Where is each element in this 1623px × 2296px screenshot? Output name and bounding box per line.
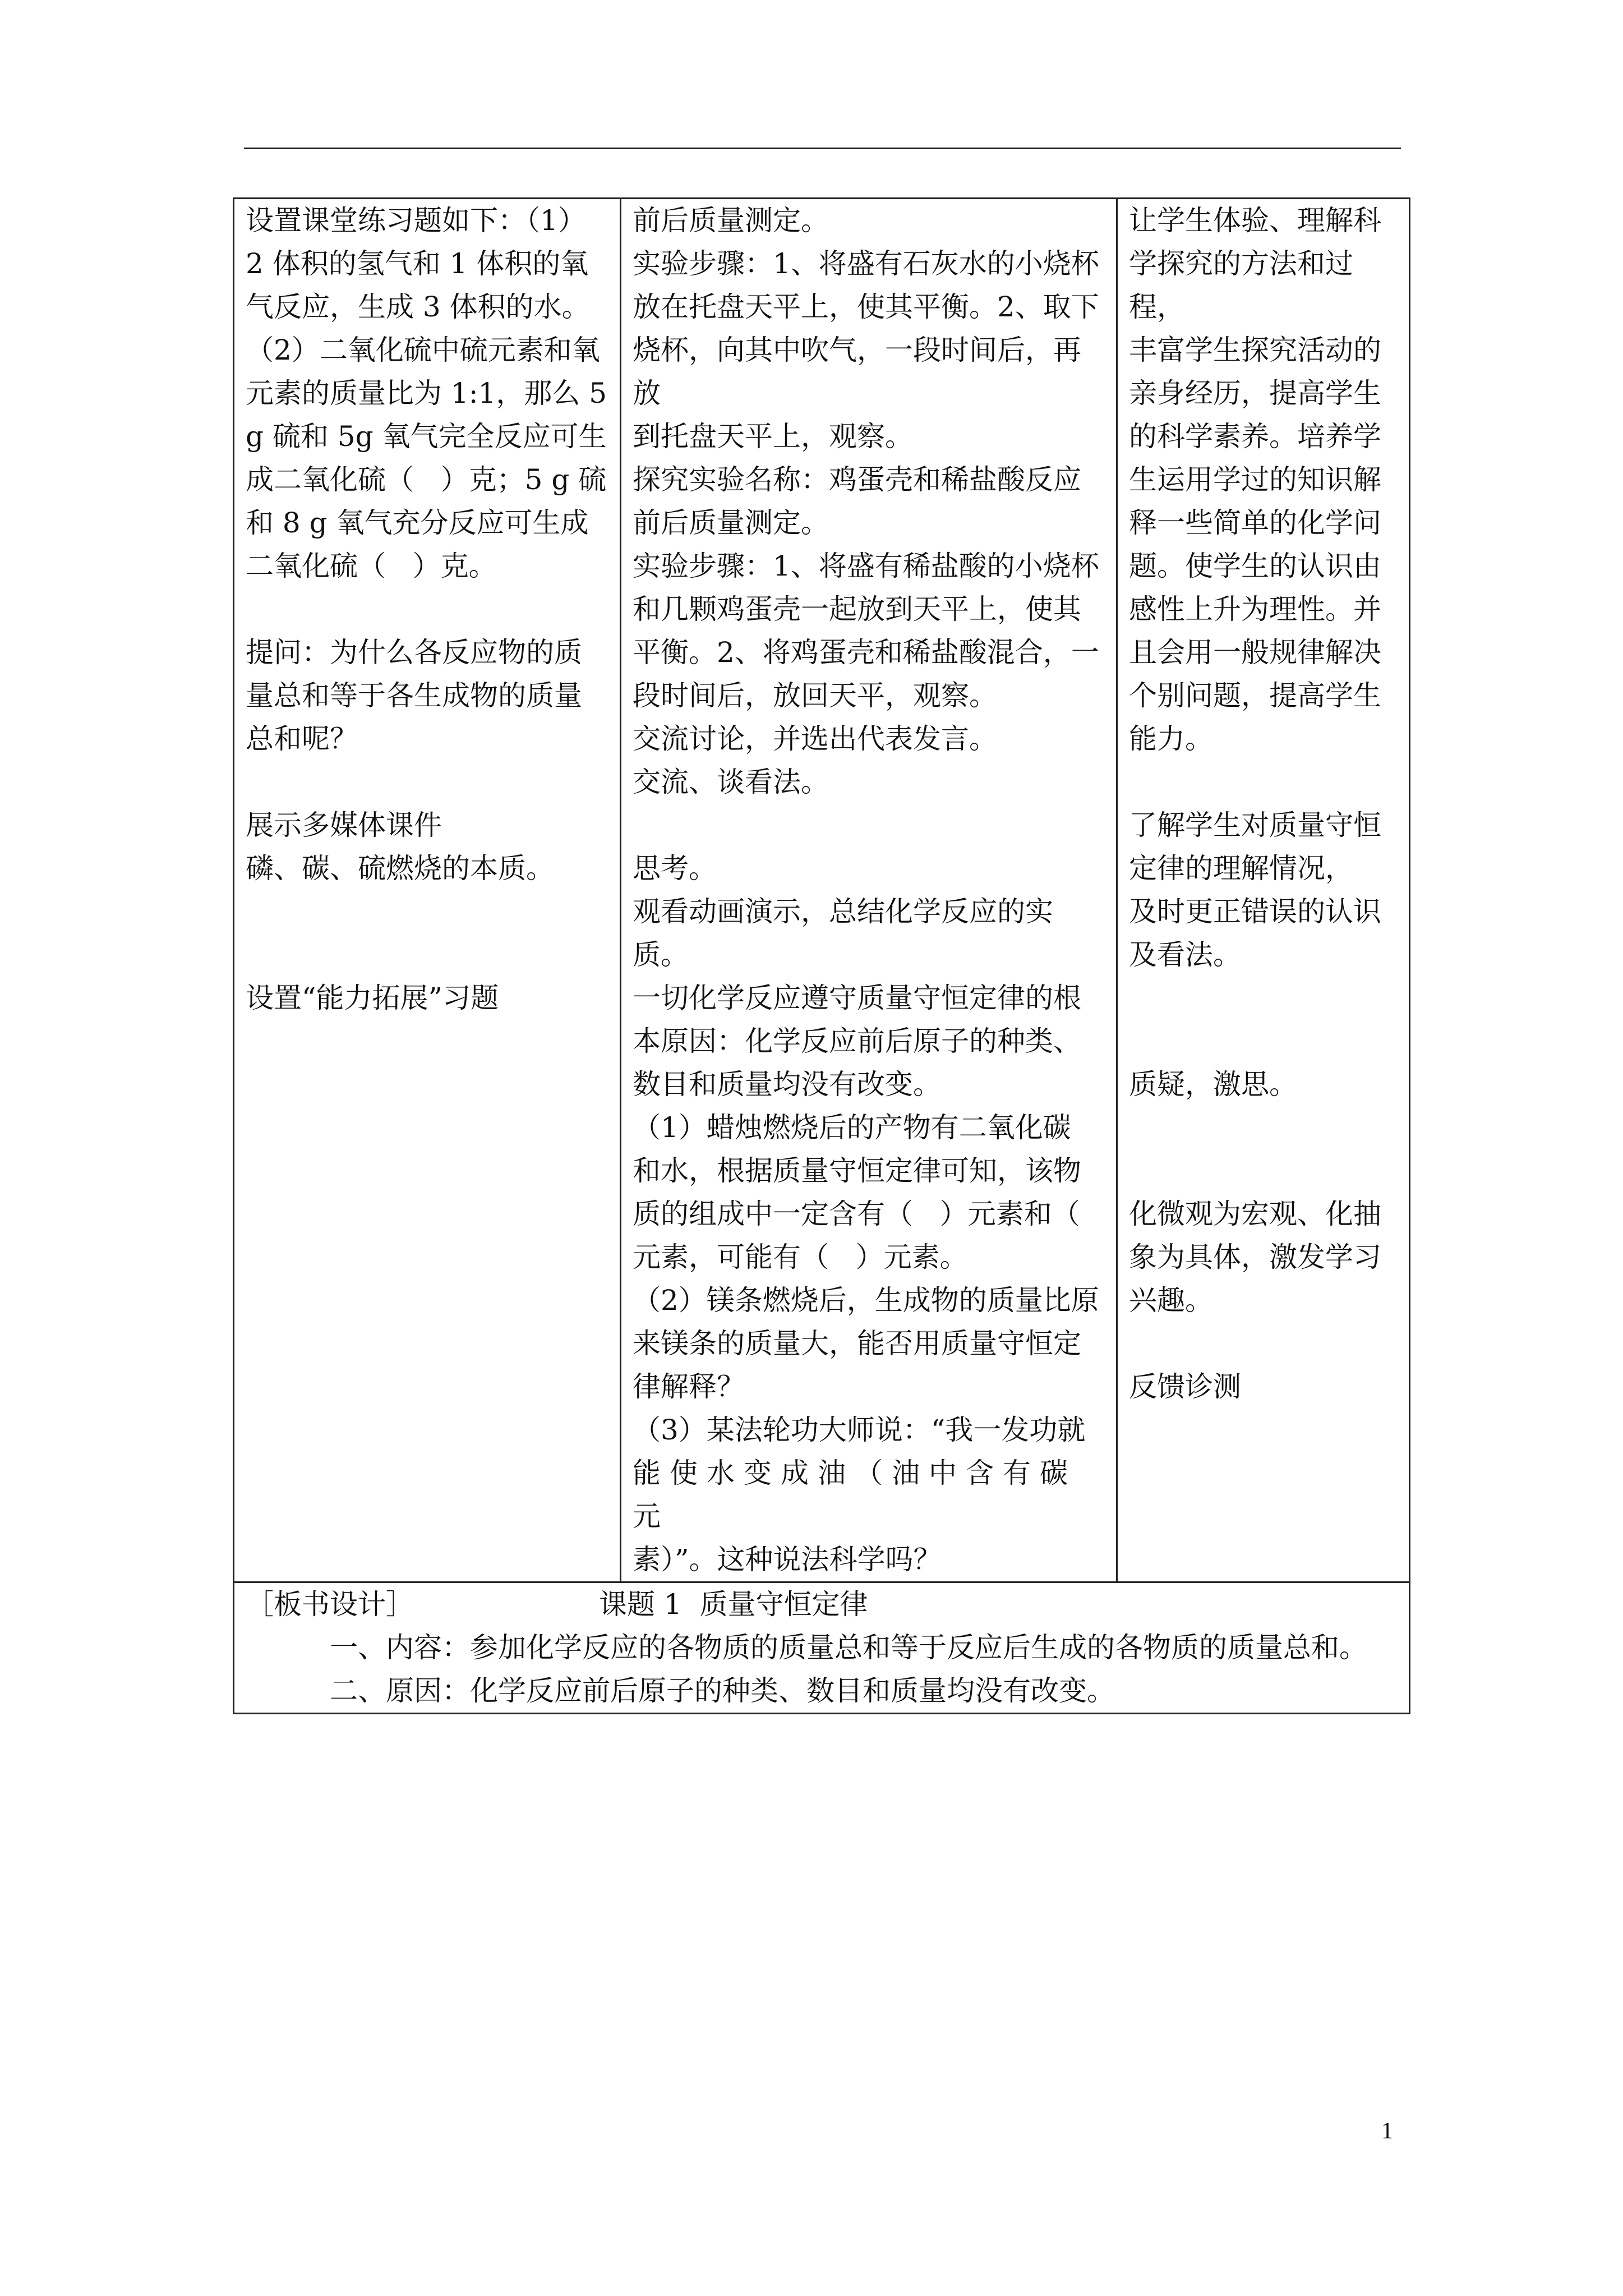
board-reason: 二、原因：化学反应前后原子的种类、数目和质量均没有改变。 <box>330 1674 1115 1707</box>
experiment-text: 前后质量测定。 实验步骤：1、将盛有石灰水的小烧杯 放在托盘天平上，使其平衡。2、取下 烧杯，向其中吹气，一段时间后，再放 到托盘天平上，观察。 探究实验名称：鸡蛋壳和稀盐酸反应 前后质量测定。 实验步骤：1、将盛有稀盐酸的小烧杯 和几颗鸡蛋壳一起放到天平上，使其 平衡。2、将鸡蛋壳和稀盐酸混合，一 段时间后，放回天平，观察。 交流讨论，并选出代表发言。 交流、谈看法。 <box>633 204 1099 798</box>
page-number: 1 <box>1381 2118 1393 2144</box>
board-title: 课题 1 质量守恒定律 <box>599 1588 868 1621</box>
table-row <box>234 1582 1410 1714</box>
teacher-activity-cell <box>234 199 621 1582</box>
summary-text: 观看动画演示，总结化学反应的实质。 一切化学反应遵守质量守恒定律的根 本原因：化学反应前后原子的种类、 数目和质量均没有改变。 （1）蜡烛燃烧后的产物有二氧化碳 和水，根据质量守恒定律可知，该物 质的组成中一定含有（ ）元素和（ 元素，可能有（ ）元素。 （2）镁条燃烧后，生成物的质量比原 来镁条的质量大，能否用质量守恒定 律解释？ （3）某法轮功大师说：“我一发功就 能使水变成油（油中含有碳元 素）”。这种说法科学吗？ <box>633 895 1099 1576</box>
exercise-text: 设置课堂练习题如下：（1） 2 体积的氢气和 1 体积的氧 气反应，生成 3 体积的水。 （2）二氧化硫中硫元素和氧 元素的质量比为 1:1，那么 5 g 硫和 5g 氧气完全反应可生 成二氧化硫（ ）克；5 g 硫 和 8 g 氧气充分反应可生成 二氧化硫（ ）克。 <box>246 204 607 582</box>
board-content: 一、内容：参加化学反应的各物质的质量总和等于反应后生成的各物质的质量总和。 <box>330 1631 1367 1664</box>
intent-text: 让学生体验、理解科 学探究的方法和过程， 丰富学生探究活动的 亲身经历，提高学生 的科学素养。培养学 生运用学过的知识解 释一些简单的化学问 题。使学生的认识由 感性上升为理性。并 且会用一般规律解决 个别问题，提高学生 能力。 <box>1129 204 1381 755</box>
design-intent-cell <box>1117 199 1410 1582</box>
student-activity-cell <box>621 199 1117 1582</box>
multimedia-text: 展示多媒体课件 磷、碳、硫燃烧的本质。 <box>246 809 554 885</box>
lesson-table <box>233 197 1410 1714</box>
doubt-text: 质疑，激思。 <box>1129 1068 1297 1101</box>
header-rule <box>244 148 1401 149</box>
understanding-text: 了解学生对质量守恒 定律的理解情况， 及时更正错误的认识 及看法。 <box>1129 809 1381 971</box>
think-text: 思考。 <box>633 852 717 885</box>
macro-text: 化微观为宏观、化抽 象为具体，激发学习 兴趣。 <box>1129 1198 1381 1317</box>
board-heading <box>246 1583 1398 1626</box>
board-label: ［板书设计］ <box>246 1588 414 1621</box>
feedback-text: 反馈诊测 <box>1129 1370 1241 1403</box>
board-design-cell <box>234 1582 1410 1714</box>
table-row <box>234 199 1410 1582</box>
extension-text: 设置“能力拓展”习题 <box>246 982 499 1014</box>
question-text: 提问：为什么各反应物的质 量总和等于各生成物的质量 总和呢？ <box>246 636 582 755</box>
